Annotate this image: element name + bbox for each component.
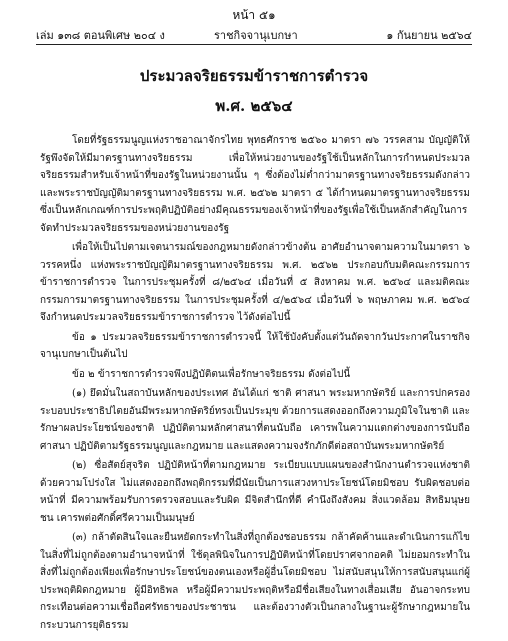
document-year: พ.ศ. ๒๕๖๔: [215, 97, 293, 115]
clause-1: ข้อ ๑ ประมวลจริยธรรมข้าราชการตำรวจนี้ ให้ใช้บังคับตั้งแต่วันถัดจากวันประกาศในราชกิจจานุเบกษาเป็นต้นไป: [40, 331, 470, 360]
header-divider: [36, 44, 472, 45]
clause-2-item-2: (๒) ซื่อสัตย์สุจริต ปฏิบัติหน้าที่ตามกฎหมาย ระเบียบแบบแผนของสำนักงานตำรวจแห่งชาติด้วยความโปร่งใส ไม่แสดงออกถึงพฤติกรรมที่มีนัยเป็นการแสวงหาประโยชน์โดยมิชอบ รับผิดชอบต่อหน้าที่ มีความพร้อมรับการตรวจสอบและรับผิด มีจิตสำนึกที่ดี คำนึงถึงสังคม สิ่งแวดล้อม สิทธิมนุษยชน เคารพต่อศักดิ์ศรีความเป็นมนุษย์: [40, 460, 470, 524]
gazette-header: [36, 26, 472, 42]
clause-2-item-3: (๓) กล้าตัดสินใจและยืนหยัดกระทำในสิ่งที่ถูกต้องชอบธรรม กล้าคัดค้านและดำเนินการแก้ไขในสิ่งที่ไม่ถูกต้องตามอำนาจหน้าที่ ใช้ดุลพินิจในการปฏิบัติหน้าที่โดยปราศจากอคติ ไม่ยอมกระทำในสิ่งที่ไม่ถูกต้องเพียงเพื่อรักษาประโยชน์ของตนเองหรือผู้อื่นโดยมิชอบ ไม่สนับสนุนให้การสนับสนุนแก่ผู้ประพฤติผิดกฎหมาย ผู้มีอิทธิพล หรือผู้มีความประพฤติหรือมีชื่อเสียงในทางเสื่อมเสีย อันอาจกระทบกระเทือนต่อความเชื่อถือศรัทธาของประชาชน และต้องวางตัวเป็นกลางในฐานะผู้รักษากฎหมายในกระบวนการยุติธรรม: [40, 532, 470, 631]
enactment-paragraph: เพื่อให้เป็นไปตามเจตนารมณ์ของกฎหมายดังกล่าวข้างต้น อาศัยอำนาจตามความในมาตรา ๖ วรรคหนึ่ง แห่งพระราชบัญญัติมาตรฐานทางจริยธรรม พ.ศ. ๒๕๖๒ ประกอบกับมติคณะกรรมการข้าราชการตำรวจ ในการประชุมครั้งที่ ๘/๒๕๖๔ เมื่อวันที่ ๕ สิงหาคม พ.ศ. ๒๕๖๔ และมติคณะกรรมการมาตรฐานทางจริยธรรม ในการประชุมครั้งที่ ๔/๒๕๖๔ เมื่อวันที่ ๖ พฤษภาคม พ.ศ. ๒๕๖๔ จึงกำหนดประมวลจริยธรรมข้าราชการตำรวจ ไว้ดังต่อไปนี้: [40, 242, 470, 323]
page-number: หน้า ๕๑: [232, 8, 276, 22]
document-title: ประมวลจริยธรรมข้าราชการตำรวจ: [139, 67, 369, 85]
volume-info: เล่ม ๑๓๘ ตอนพิเศษ ๒๐๔ ง: [36, 29, 165, 42]
document-body: [40, 132, 470, 634]
gazette-name: ราชกิจจานุเบกษา: [214, 29, 298, 42]
clause-2: ข้อ ๒ ข้าราชการตำรวจพึงปฏิบัติตนเพื่อรักษาจริยธรรม ดังต่อไปนี้: [72, 368, 351, 380]
clause-2-item-1: (๑) ยึดมั่นในสถาบันหลักของประเทศ อันได้แก่ ชาติ ศาสนา พระมหากษัตริย์ และการปกครองระบอบประชาธิปไตยอันมีพระมหากษัตริย์ทรงเป็นประมุข ด้วยการแสดงออกถึงความภูมิใจในชาติ และรักษาผลประโยชน์ของชาติ ปฏิบัติตามหลักศาสนาที่ตนนับถือ เคารพในความแตกต่างของการนับถือศาสนา ปฏิบัติตามรัฐธรรมนูญและกฎหมาย และแสดงความจงรักภักดีต่อสถาบันพระมหากษัตริย์: [40, 388, 470, 452]
preamble-paragraph: โดยที่รัฐธรรมนูญแห่งราชอาณาจักรไทย พุทธศักราช ๒๕๖๐ มาตรา ๗๖ วรรคสาม บัญญัติให้รัฐพึงจัดให้มีมาตรฐานทางจริยธรรม เพื่อให้หน่วยงานของรัฐใช้เป็นหลักในการกำหนดประมวลจริยธรรมสำหรับเจ้าหน้าที่ของรัฐในหน่วยงานนั้น ๆ ซึ่งต้องไม่ต่ำกว่ามาตรฐานทางจริยธรรมดังกล่าว และพระราชบัญญัติมาตรฐานทางจริยธรรม พ.ศ. ๒๕๖๒ มาตรา ๕ ได้กำหนดมาตรฐานทางจริยธรรมซึ่งเป็นหลักเกณฑ์การประพฤติปฏิบัติอย่างมีคุณธรรมของเจ้าหน้าที่ของรัฐเพื่อใช้เป็นหลักสำคัญในการจัดทำประมวลจริยธรรมของหน่วยงานของรัฐ: [40, 135, 470, 234]
publication-date: ๑ กันยายน ๒๕๖๔: [386, 29, 472, 42]
